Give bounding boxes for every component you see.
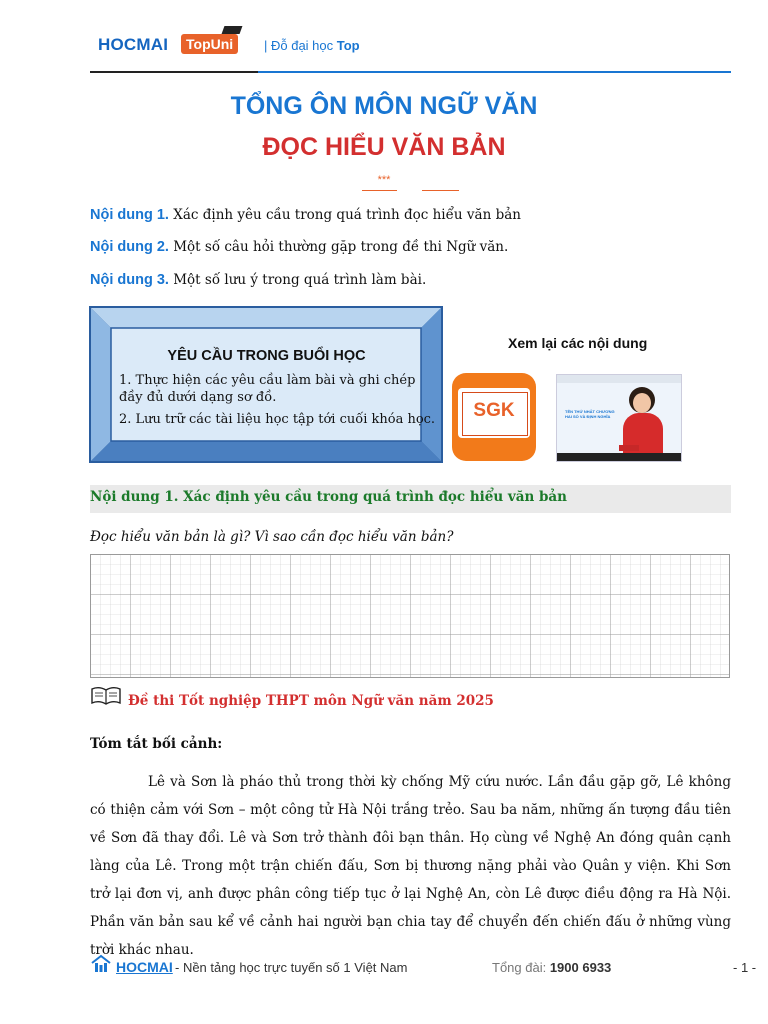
divider-line-right [422,190,459,191]
content-text: Một số lưu ý trong quá trình làm bài. [168,272,427,288]
tagline-emph: Top [336,38,360,53]
review-title: Xem lại các nội dung [508,335,648,351]
video-caption: TÊN THỨ NHẤT CHƯƠNG HAI SỐ VÀ ĐỊNH NGHĨA [565,409,615,419]
section-heading: Nội dung 1. Xác định yêu cầu trong quá trình đọc hiểu văn bản [90,489,567,505]
requirement-item-1b: đầy đủ dưới dạng sơ đồ. [119,390,277,405]
open-book-icon [90,686,122,706]
title-divider-stars: *** [377,174,391,186]
content-item-3 [90,272,426,288]
requirement-item-2: 2. Lưu trữ các tài liệu học tập tới cuối khóa học. [119,412,436,427]
content-text: Một số câu hỏi thường gặp trong đề thi Ngữ văn. [168,239,509,255]
content-text: Xác định yêu cầu trong quá trình đọc hiểu văn bản [168,207,521,223]
page-subtitle: ĐỌC HIỂU VĂN BẢN [262,133,506,161]
context-paragraph: Lê và Sơn là pháo thủ trong thời kỳ chống Mỹ cứu nước. Lần đầu gặp gỡ, Lê không có thiện cảm với Sơn – một công tử Hà Nội trắng trẻo. Sau ba năm, những ấn tượng đầu tiên về Sơn đã thay đổi. Lê và Sơn trở thành đôi bạn thân. Họ cùng về Nghệ An đóng quân cạnh làng của Lê. Trong một trận chiến đấu, Sơn bị thương nặng phải vào Quân y viện. Khi Sơn trở lại đơn vị, anh được phân công tiếp tục ở lại Nghệ An, còn Lê được điều động ra Hà Nội. Phần văn bản sau kể về cảnh hai người bạn chia tay để chuyển đến chiến đấu ở những vùng trời khác nhau. [90,774,731,958]
topuni-badge: TopUni [181,34,238,54]
context-label: Tóm tắt bối cảnh: [90,736,223,752]
video-controls[interactable] [557,453,681,461]
content-item-1 [90,207,521,223]
page-title: TỔNG ÔN MÔN NGỮ VĂN [230,92,538,120]
divider-line-left [362,190,397,191]
presenter-face [633,393,651,413]
hotline-number: 1900 6933 [549,960,612,975]
footer-hotline [492,960,611,975]
requirements-title: YÊU CẦU TRONG BUỔI HỌC [167,348,366,364]
writing-grid[interactable] [90,554,730,678]
video-topbar [557,375,681,383]
content-label: Nội dung 1. [90,207,169,223]
video-thumbnail[interactable] [556,374,682,462]
hocmai-logo: HOCMAI [98,35,169,54]
page-number: - 1 - [733,960,757,975]
header-rule-dark [90,71,258,73]
tagline-prefix: | Đỗ đại học [264,38,337,53]
content-label: Nội dung 2. [90,239,169,255]
footer-tagline: - Nền tảng học trực tuyến số 1 Việt Nam [175,960,408,975]
header-rule-blue [258,71,731,73]
section-question: Đọc hiểu văn bản là gì? Vì sao cần đọc hiểu văn bản? [90,529,454,545]
hotline-label: Tổng đài: [492,960,550,975]
content-label: Nội dung 3. [90,272,169,288]
footer-logo-link[interactable]: HOCMAI [116,959,173,975]
content-item-2 [90,239,508,255]
hocmai-house-icon [90,954,112,974]
sgk-label: SGK [473,400,515,421]
exam-title: Đề thi Tốt nghiệp THPT môn Ngữ văn năm 2025 [128,693,494,709]
graduation-cap-icon [222,26,243,34]
requirement-item-1a: 1. Thực hiện các yêu cầu làm bài và ghi chép [119,373,416,388]
presenter-name-tag [619,445,639,451]
header-tagline [264,38,360,53]
